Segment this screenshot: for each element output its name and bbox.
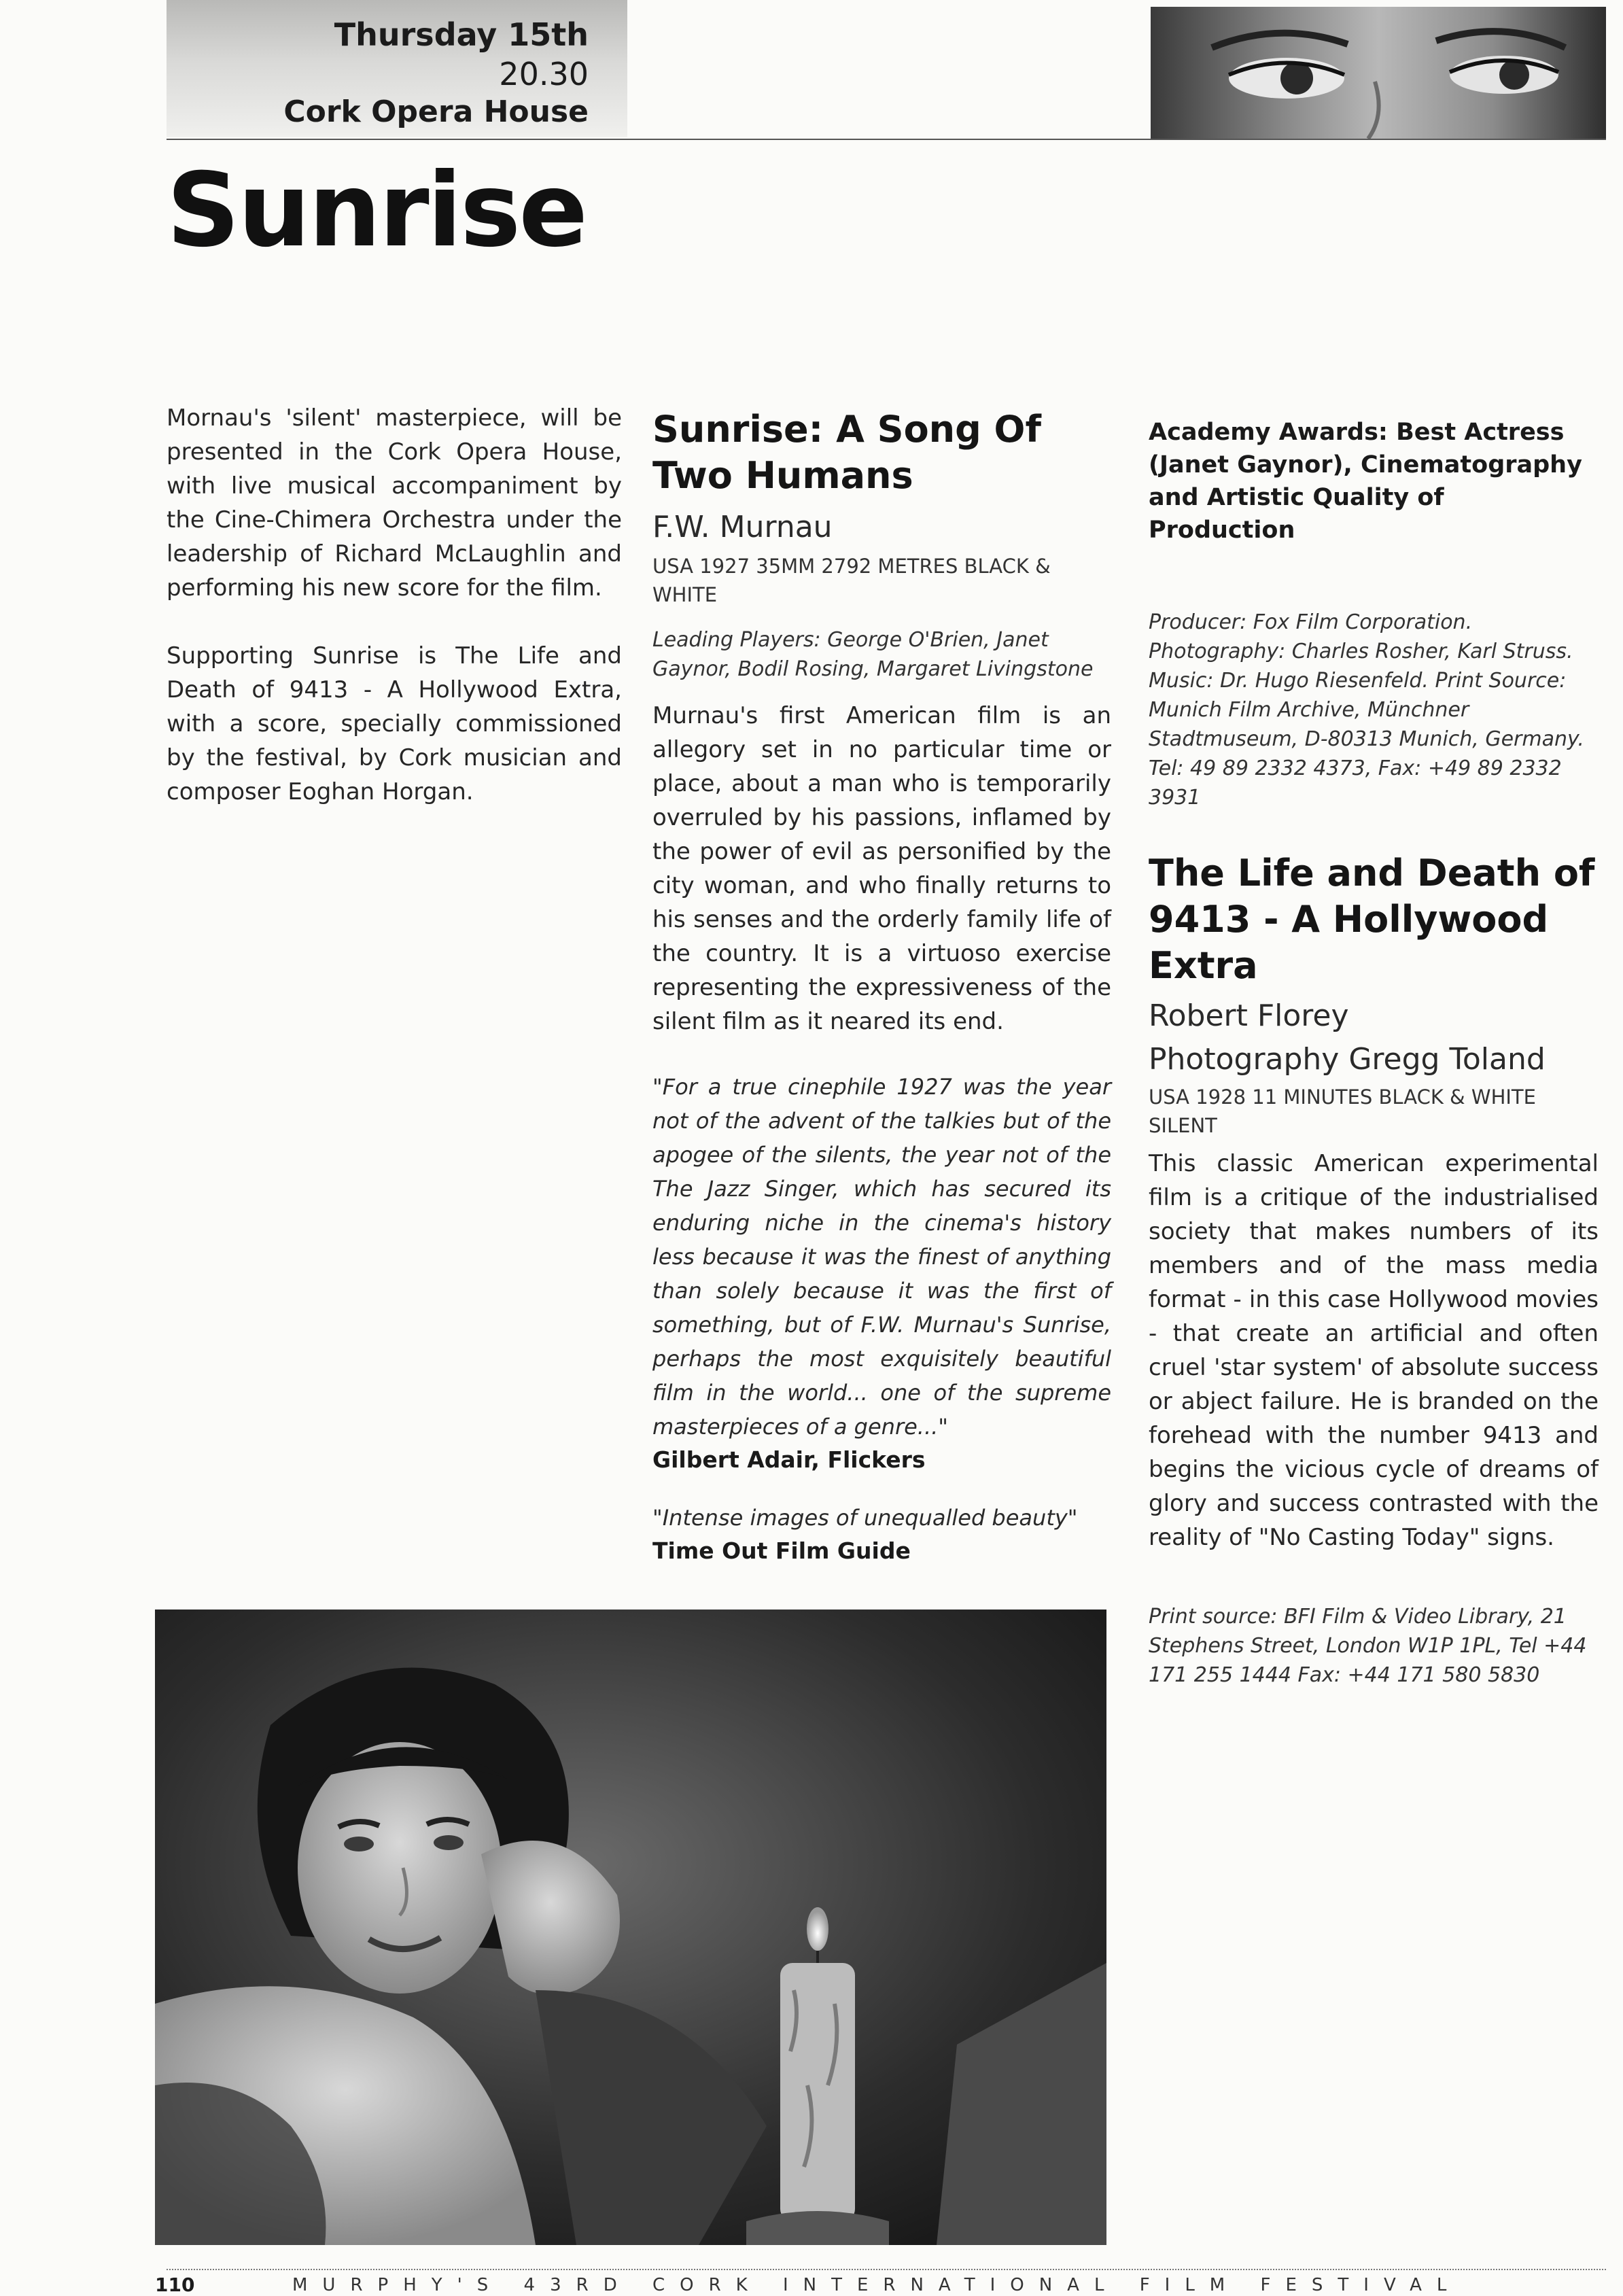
footer-rule bbox=[167, 2269, 1606, 2270]
film1-leading-players: Leading Players: George O'Brien, Janet Gaynor, Bodil Rosing, Margaret Livingstone bbox=[652, 628, 1094, 681]
eyes-photo bbox=[1151, 7, 1606, 139]
festival-footer: MURPHY'S 43RD CORK INTERNATIONAL FILM FESTIVAL bbox=[292, 2275, 1462, 2295]
screening-day: Thursday 15th bbox=[334, 16, 589, 53]
film1-credits: Producer: Fox Film Corporation. Photography: Charles Rosher, Karl Struss. Music: Dr. Hugo Riesenfeld. Print Source: Munich Film Archive, Münchner Stadtmuseum, D-80313 Munich, Germany. Tel: 49 89 2332 4373, Fax: +49 89 2332 3931 bbox=[1149, 610, 1584, 810]
film1-director: F.W. Murnau bbox=[652, 510, 833, 544]
film1-quote-1: "For a true cinephile 1927 was the year not of the advent of the talkies but of the apogee of the silents, the year not of the The Jazz Singer, which has secured its enduring niche in the cinema's history less because it was the finest of anything than solely because it was the first of something, but of F.W. Murnau's Sunrise, perhaps the most exquisitely beautiful film in the world... one of the supreme masterpieces of a genre..." bbox=[652, 1074, 1111, 1440]
screening-venue: Cork Opera House bbox=[283, 94, 589, 129]
portrait-photo bbox=[155, 1610, 1106, 2245]
film2-director: Robert Florey bbox=[1149, 998, 1349, 1033]
film1-synopsis: Murnau's first American film is an allegory set in no particular time or place, about a man who is temporarily overruled by his passions, inflamed by the power of evil as personified by the city woman, and who finally returns to his senses and the orderly family life of the country. It is a virtuoso exercise representing the expressiveness of the silent film as it neared its end. bbox=[652, 702, 1111, 1035]
film2-tech-specs: USA 1928 11 MINUTES BLACK & WHITE SILENT bbox=[1149, 1085, 1536, 1137]
film2-title: The Life and Death of 9413 - A Hollywood Extra bbox=[1149, 852, 1595, 987]
film1-quote-2: "Intense images of unequalled beauty" bbox=[652, 1505, 1078, 1531]
intro-paragraph-2: Supporting Sunrise is The Life and Death of 9413 - A Hollywood Extra, with a score, specially commissioned by the festival, by Cork musician and composer Eoghan Horgan. bbox=[167, 642, 622, 805]
portrait-photo-graphic bbox=[155, 1610, 1106, 2245]
screening-time: 20.30 bbox=[499, 56, 589, 92]
sunrise-column bbox=[652, 401, 1111, 1567]
eyes-photo-graphic bbox=[1151, 7, 1606, 139]
page-number: 110 bbox=[155, 2274, 195, 2296]
film2-print-source: Print source: BFI Film & Video Library, 21 Stephens Street, London W1P 1PL, Tel +44 171 255 1444 Fax: +44 171 580 5830 bbox=[1149, 1605, 1587, 1687]
intro-paragraph-1: Mornau's 'silent' masterpiece, will be presented in the Cork Opera House, with live musical accompaniment by the Cine-Chimera Orchestra under the leadership of Richard McLaughlin and performing his new score for the film. bbox=[167, 404, 622, 602]
header-rule bbox=[167, 139, 1606, 140]
awards-and-extra-column bbox=[1149, 401, 1599, 1690]
film2-synopsis: This classic American experimental film is a critique of the industrialised society that makes numbers of its members and of the mass media format - in this case Hollywood movies - that create an artificial and often cruel 'star system' of absolute success or abject failure. He is branded on the forehead with the number 9413 and begins the vicious cycle of dreams of glory and success contrasted with the reality of "No Casting Today" signs. bbox=[1149, 1150, 1599, 1551]
film1-quote-1-source: Gilbert Adair, Flickers bbox=[652, 1446, 926, 1473]
film2-photography: Photography Gregg Toland bbox=[1149, 1042, 1546, 1077]
page-title: Sunrise bbox=[167, 152, 587, 270]
intro-column bbox=[167, 401, 622, 809]
film1-quote-2-source: Time Out Film Guide bbox=[652, 1537, 911, 1564]
film1-title: Sunrise: A Song Of Two Humans bbox=[652, 408, 1041, 497]
film1-tech-specs: USA 1927 35MM 2792 METRES BLACK & WHITE bbox=[652, 555, 1051, 606]
film1-awards: Academy Awards: Best Actress (Janet Gaynor), Cinematography and Artistic Quality of Production bbox=[1149, 419, 1582, 544]
